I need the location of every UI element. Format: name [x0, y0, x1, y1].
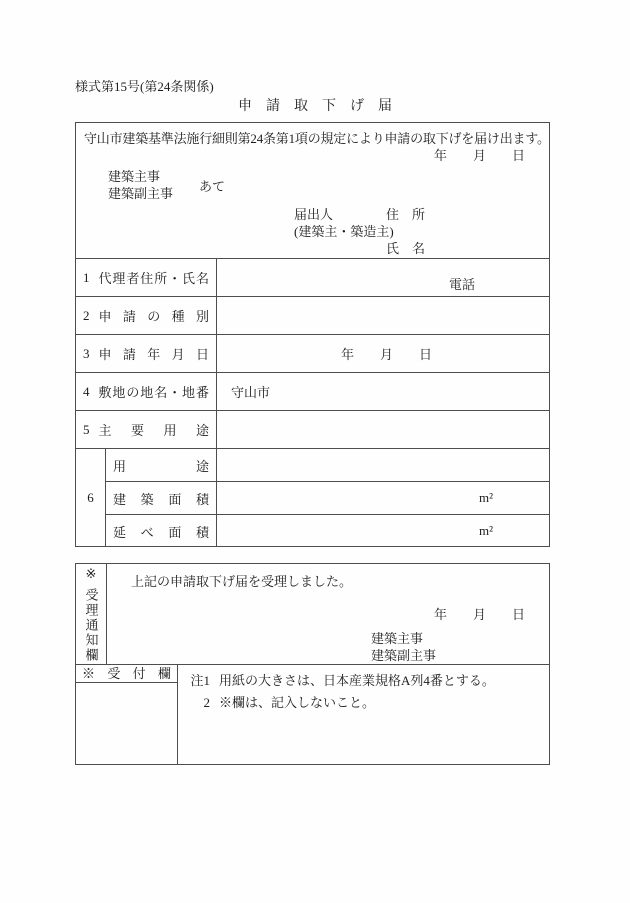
document-title: 申 請 取 下 げ 届: [238, 99, 392, 114]
acceptance-date-placeholder: 年 月 日: [433, 607, 525, 622]
use-value-cell: [217, 449, 549, 481]
acceptance-column-header: [76, 564, 107, 664]
acceptance-cell: [107, 564, 549, 664]
applicant-label: 届出人: [294, 207, 334, 222]
date-placeholder: 年 月 日: [433, 148, 525, 163]
addressee-deputy: 建築副主事: [108, 186, 174, 201]
unit-label: m²: [478, 523, 493, 538]
note-item: 2 ※欄は、記入しないこと。: [203, 695, 376, 710]
addressee-names: [108, 168, 173, 202]
row-label: 5 主要用途: [76, 411, 217, 448]
row-site-address: [76, 372, 549, 410]
address-label: 住 所: [386, 207, 426, 222]
reception-stamp-area: [76, 683, 177, 764]
addressee-suffix: あて: [199, 178, 226, 194]
row-label: 1 代理者住所・氏名: [76, 259, 217, 296]
reception-column: [76, 665, 178, 764]
date-placeholder: 年 月 日: [341, 347, 433, 362]
signer-chief: 建築主事: [371, 631, 424, 646]
agent-value-cell: [217, 259, 549, 296]
city-prefill: 守山市: [231, 385, 271, 400]
header-cell: [76, 123, 549, 258]
application-table: [75, 122, 550, 547]
asterisk-mark: ※: [85, 566, 97, 581]
building-area-value-cell: [217, 482, 549, 514]
signer-deputy: 建築副主事: [371, 648, 437, 663]
form-number: 様式第15号(第24条関係): [75, 79, 214, 94]
unit-label: m²: [478, 490, 493, 505]
subrow-total-floor-area: [106, 514, 549, 547]
row-agent: [76, 258, 549, 296]
subrow-use: [106, 449, 549, 481]
subrow-label: 延べ面積: [106, 515, 217, 547]
row-application-date: [76, 334, 549, 372]
total-floor-area-value-cell: [217, 515, 549, 547]
phone-label: 電話: [448, 277, 475, 292]
signature-block: [371, 630, 436, 664]
application-date-value-cell: [217, 335, 549, 372]
name-label: 氏 名: [386, 241, 426, 256]
main-use-value-cell: [217, 411, 549, 448]
acceptance-notice-row: [76, 564, 549, 664]
addressee-chief: 建築主事: [108, 169, 161, 184]
office-use-table: [75, 563, 550, 765]
applicant-block: [294, 206, 425, 257]
row-application-type: [76, 296, 549, 334]
application-type-value-cell: [217, 297, 549, 334]
row-areas-group: [76, 448, 549, 547]
acceptance-statement: 上記の申請取下げ届を受理しました。: [131, 574, 353, 589]
row-label: 4 敷地の地名・地番: [76, 373, 217, 410]
row-label: 2 申請の種別: [76, 297, 217, 334]
group-number: 6: [76, 449, 106, 547]
name-spacer: [294, 240, 386, 257]
subrow-label: 用途: [106, 449, 217, 481]
notes-cell: [178, 665, 549, 764]
declaration-text: 守山市建築基準法施行細則第24条第1項の規定により申請の取下げを届け出ます。: [84, 131, 550, 146]
applicant-sub-label: (建築主・築造主): [294, 224, 394, 239]
reception-label: ※受付欄: [76, 665, 177, 683]
row-label: 3 申請年月日: [76, 335, 217, 372]
subrow-building-area: [106, 481, 549, 514]
site-address-value-cell: [217, 373, 549, 410]
note-item: 注1 用紙の大きさは、日本産業規格A列4番とする。: [190, 673, 495, 688]
acceptance-column-label: 受理通知欄: [83, 588, 99, 663]
subrow-label: 建築面積: [106, 482, 217, 514]
row-main-use: [76, 410, 549, 448]
addressee-block: [108, 168, 225, 202]
reception-row: [76, 664, 549, 764]
